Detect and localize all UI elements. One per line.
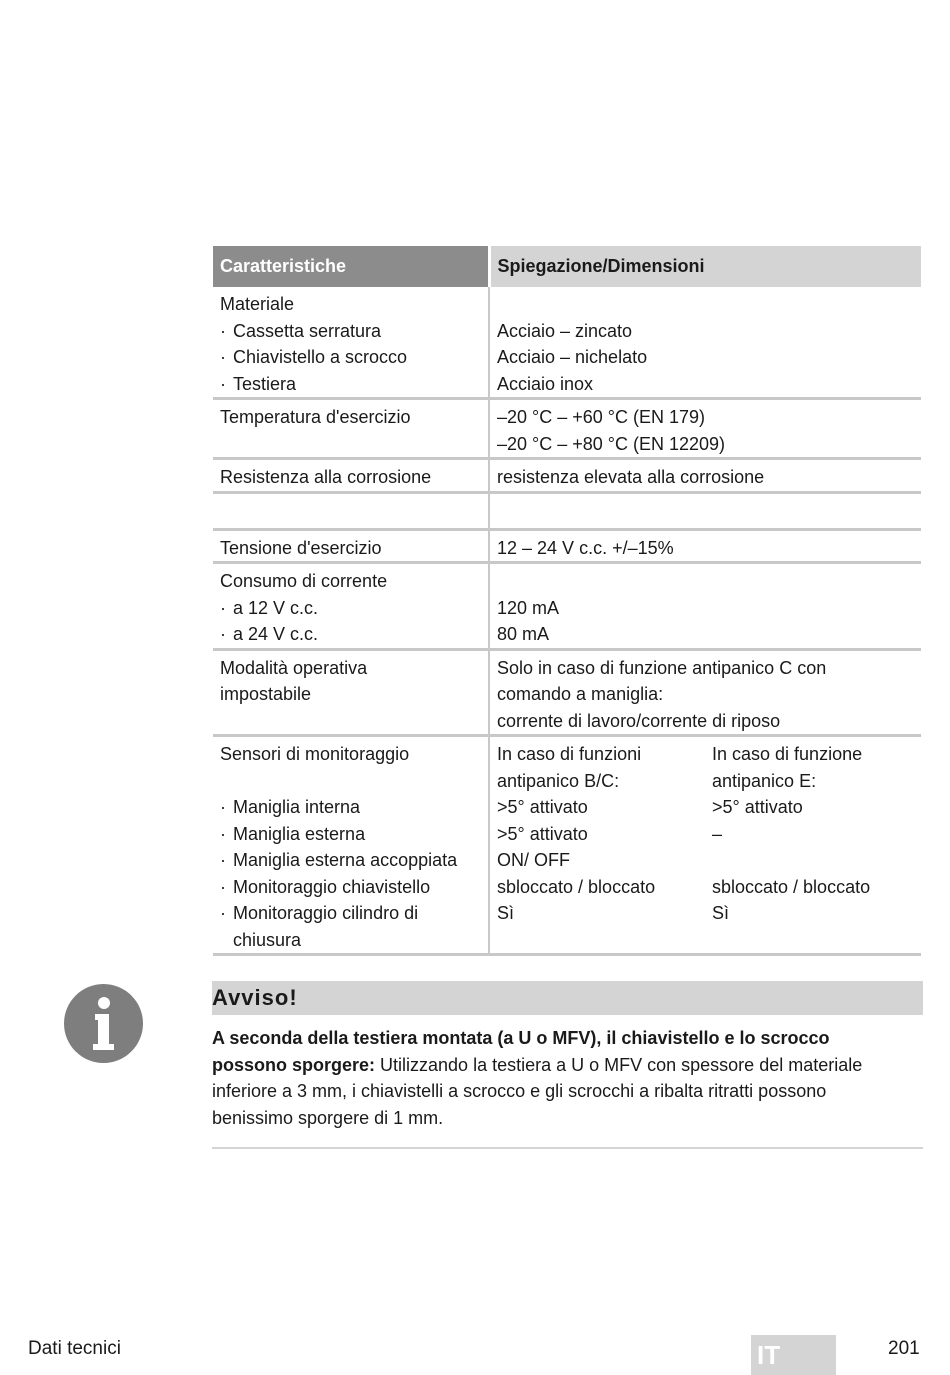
table-row-sensori (213, 736, 921, 955)
cell-sensori-e (705, 736, 921, 955)
row-value: ON/ OFF (497, 850, 570, 870)
page-number: 201 (888, 1338, 920, 1359)
row-value: Acciaio inox (497, 373, 594, 394)
notice-body (212, 1025, 923, 1131)
bullet-item: · Monitoraggio cilindro di (220, 900, 481, 927)
table-header-row (213, 246, 921, 287)
row-label: Modalità operativa (220, 657, 368, 678)
table-row-temperatura (213, 399, 921, 459)
header-spiegazione: Spiegazione/Dimensioni (489, 246, 921, 287)
bullet-item: · Testiera (220, 371, 481, 398)
row-value: Acciaio – nichelato (497, 347, 648, 367)
bullet-item: · Maniglia esterna (220, 821, 481, 848)
row-label: impostabile (220, 684, 312, 704)
row-label: Sensori di monitoraggio (220, 744, 410, 764)
column-heading: antipanico E: (712, 770, 817, 791)
bullet-item: · Cassetta serratura (220, 318, 481, 345)
row-label: Temperatura d'esercizio (220, 407, 411, 427)
cell-modalita-value (489, 649, 921, 736)
column-heading: antipanico B/C: (497, 770, 620, 791)
table-row-empty (213, 492, 921, 529)
row-value: 120 mA (497, 597, 560, 618)
cell-temperatura-value (489, 399, 921, 459)
info-icon (64, 984, 143, 1063)
bullet-item-continuation: chiusura (233, 929, 302, 950)
row-value: Sì (712, 903, 730, 923)
bullet-item: · Chiavistello a scrocco (220, 344, 481, 371)
bullet-item: · Maniglia esterna accoppiata (220, 847, 481, 874)
bullet-item: · a 24 V c.c. (220, 621, 481, 648)
cell-empty (489, 492, 921, 529)
row-value: corrente di lavoro/corrente di riposo (497, 710, 781, 731)
row-value: >5° attivato (497, 823, 588, 844)
cell-materiale-label (213, 287, 489, 399)
row-value: 12 – 24 V c.c. +/–15% (497, 537, 674, 558)
column-heading: In caso di funzioni (497, 744, 642, 764)
row-value: comando a maniglia: (497, 684, 664, 704)
cell-consumo-value (489, 563, 921, 650)
spec-table (213, 246, 921, 956)
table-row-modalita (213, 649, 921, 736)
bullet-item: · Maniglia interna (220, 794, 481, 821)
row-label: Tensione d'esercizio (220, 537, 382, 558)
cell-sensori-bc (489, 736, 705, 955)
notice-text: inferiore a 3 mm, i chiavistelli a scrocco e gli scrocchi a ribalta ritratti possono (212, 1081, 827, 1101)
table-row-materiale (213, 287, 921, 399)
row-value: –20 °C – +60 °C (EN 179) (497, 407, 706, 427)
header-caratteristiche: Caratteristiche (213, 246, 489, 287)
table-row-consumo (213, 563, 921, 650)
table-row-corrosione (213, 459, 921, 493)
row-value: 80 mA (497, 624, 550, 644)
bullet-item: · Monitoraggio chiavistello (220, 874, 481, 901)
row-label: Materiale (220, 294, 295, 314)
row-value: sbloccato / bloccato (497, 876, 656, 897)
row-value: –20 °C – +80 °C (EN 12209) (497, 433, 726, 454)
cell-tensione-label (213, 529, 489, 563)
row-value (712, 847, 914, 874)
cell-modalita-label (213, 649, 489, 736)
table-row-tensione (213, 529, 921, 563)
row-value: >5° attivato (712, 797, 803, 817)
cell-corrosione-value (489, 459, 921, 493)
cell-temperatura-label (213, 399, 489, 459)
cell-sensori-label (213, 736, 489, 955)
row-label: Resistenza alla corrosione (220, 467, 432, 487)
row-label: Consumo di corrente (220, 571, 388, 591)
row-value: – (712, 823, 723, 844)
notice-text: benissimo sporgere di 1 mm. (212, 1107, 444, 1128)
cell-tensione-value (489, 529, 921, 563)
column-heading: In caso di funzione (712, 744, 863, 764)
bullet-item: · a 12 V c.c. (220, 595, 481, 622)
row-value: sbloccato / bloccato (712, 876, 871, 897)
row-value: Sì (497, 903, 515, 923)
cell-materiale-value (489, 287, 921, 399)
row-value: >5° attivato (497, 797, 588, 817)
cell-consumo-label (213, 563, 489, 650)
notice-divider (212, 1147, 923, 1149)
language-tab: IT (751, 1335, 836, 1375)
cell-empty (213, 492, 489, 529)
notice-bold-text: A seconda della testiera montata (a U o MFV), il chiavistello e lo scrocco (212, 1028, 830, 1048)
row-value: resistenza elevata alla corrosione (497, 467, 765, 487)
cell-corrosione-label (213, 459, 489, 493)
row-value: Acciaio – zincato (497, 320, 633, 341)
notice-text: Utilizzando la testiera a U o MFV con spessore del materiale (375, 1054, 863, 1075)
row-value: Solo in caso di funzione antipanico C con (497, 657, 827, 678)
footer-section-title: Dati tecnici (28, 1338, 121, 1359)
notice-title: Avviso! (212, 981, 923, 1015)
notice-bold-text: possono sporgere: (212, 1054, 376, 1075)
